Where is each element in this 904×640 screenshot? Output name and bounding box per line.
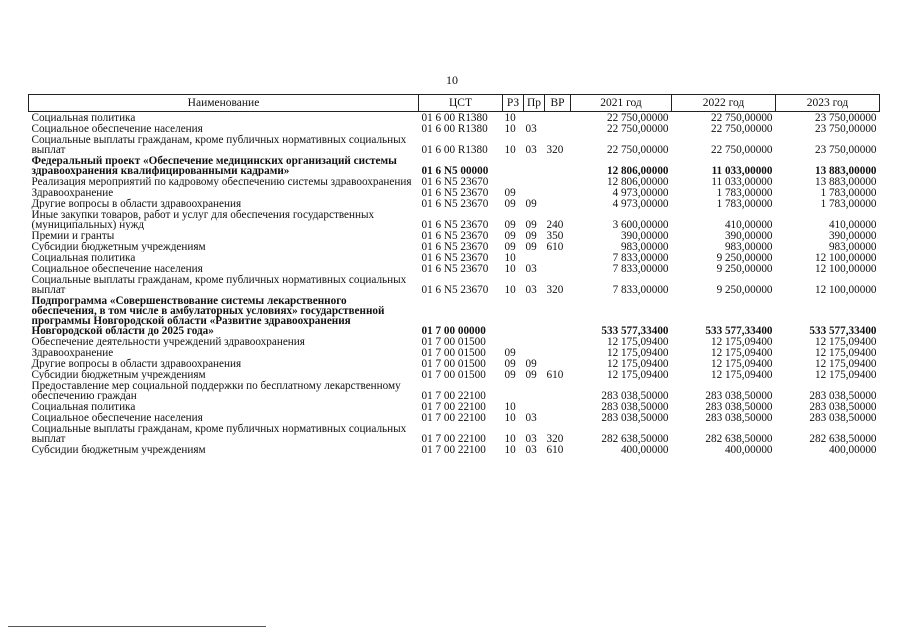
cell-cst: 01 6 N5 23670 xyxy=(421,187,489,198)
table-row xyxy=(29,198,880,209)
cell-rz: 09 xyxy=(504,219,516,230)
cell-name: Социальные выплаты гражданам, кроме публичных нормативных социальных выплат xyxy=(31,134,407,155)
cell-2021: 12 175,09400 xyxy=(606,336,669,347)
cell-vr xyxy=(545,336,571,347)
cell-cst: 01 6 N5 00000 xyxy=(421,165,489,176)
cell-name: Социальное обеспечение населения xyxy=(31,412,203,423)
cell-2021: 282 638,50000 xyxy=(601,433,669,444)
cell-pr xyxy=(524,347,545,358)
table-row xyxy=(29,241,880,252)
cell-2023: 23 750,00000 xyxy=(814,112,877,123)
cell-2023: 533 577,33400 xyxy=(809,325,877,336)
header-rz: РЗ xyxy=(503,95,524,112)
cell-cst: 01 7 00 22100 xyxy=(421,412,486,423)
table-row xyxy=(29,380,880,401)
cell-rz xyxy=(503,155,524,176)
cell-cst: 01 6 00 R1380 xyxy=(421,144,488,155)
cell-pr: 09 xyxy=(525,198,537,209)
cell-vr xyxy=(545,263,571,274)
cell-2023: 282 638,50000 xyxy=(809,433,877,444)
cell-cst: 01 7 00 22100 xyxy=(421,401,486,412)
header-vr: ВР xyxy=(545,95,571,112)
table-row xyxy=(29,423,880,444)
cell-2023: 12 175,09400 xyxy=(814,347,877,358)
cell-name: Социальные выплаты гражданам, кроме публичных нормативных социальных выплат xyxy=(31,423,407,444)
cell-2021: 390,00000 xyxy=(620,230,669,241)
cell-vr xyxy=(545,176,571,187)
cell-2021: 283 038,50000 xyxy=(601,412,669,423)
cell-rz: 10 xyxy=(504,401,516,412)
table-row xyxy=(29,176,880,187)
cell-2023: 283 038,50000 xyxy=(809,390,877,401)
cell-pr: 03 xyxy=(525,412,537,423)
header-name: Наименование xyxy=(29,95,419,112)
header-pr: Пр xyxy=(524,95,545,112)
header-cst: ЦСТ xyxy=(419,95,503,112)
cell-pr: 03 xyxy=(525,144,537,155)
cell-vr xyxy=(545,198,571,209)
cell-cst: 01 7 00 22100 xyxy=(421,444,486,455)
cell-cst: 01 7 00 22100 xyxy=(421,390,486,401)
cell-2022: 533 577,33400 xyxy=(705,325,773,336)
table-row xyxy=(29,336,880,347)
cell-2021: 3 600,00000 xyxy=(612,219,669,230)
cell-2023: 12 175,09400 xyxy=(814,358,877,369)
cell-2023: 23 750,00000 xyxy=(814,123,877,134)
cell-2022: 9 250,00000 xyxy=(716,284,773,295)
cell-2022: 283 038,50000 xyxy=(705,401,773,412)
cell-name: Реализация мероприятий по кадровому обеспечению системы здравоохранения xyxy=(31,176,412,187)
cell-name: Субсидии бюджетным учреждениям xyxy=(31,444,206,455)
cell-2022: 1 783,00000 xyxy=(716,187,773,198)
cell-2021: 4 973,00000 xyxy=(612,198,669,209)
cell-vr xyxy=(545,112,571,124)
cell-2021: 7 833,00000 xyxy=(612,252,669,263)
cell-rz: 10 xyxy=(504,252,516,263)
cell-name: Субсидии бюджетным учреждениям xyxy=(31,369,206,380)
cell-2022: 11 033,00000 xyxy=(711,176,773,187)
cell-vr xyxy=(545,380,571,401)
cell-2022: 400,00000 xyxy=(724,444,773,455)
cell-2021: 283 038,50000 xyxy=(601,390,669,401)
cell-2023: 12 175,09400 xyxy=(814,336,877,347)
cell-2021: 533 577,33400 xyxy=(601,325,669,336)
cell-2023: 983,00000 xyxy=(828,241,877,252)
cell-rz: 10 xyxy=(504,444,516,455)
cell-name: Социальная политика xyxy=(31,252,136,263)
cell-cst: 01 6 N5 23670 xyxy=(421,198,489,209)
header-2023: 2023 год xyxy=(776,95,880,112)
cell-pr xyxy=(524,380,545,401)
table-row xyxy=(29,263,880,274)
cell-vr xyxy=(545,347,571,358)
cell-rz: 09 xyxy=(504,347,516,358)
cell-2023: 12 100,00000 xyxy=(814,263,877,274)
cell-2023: 410,00000 xyxy=(828,219,877,230)
table-body xyxy=(29,112,880,456)
cell-cst: 01 7 00 01500 xyxy=(421,336,486,347)
cell-rz: 09 xyxy=(504,198,516,209)
cell-vr xyxy=(545,401,571,412)
cell-cst: 01 7 00 22100 xyxy=(421,433,486,444)
cell-cst: 01 7 00 01500 xyxy=(421,347,486,358)
cell-name: Предоставление мер социальной поддержки по бесплатному лекарственному обеспечению граждан xyxy=(31,380,401,401)
cell-2022: 12 175,09400 xyxy=(710,347,773,358)
cell-vr: 610 xyxy=(546,241,564,252)
table-row xyxy=(29,401,880,412)
cell-2023: 283 038,50000 xyxy=(809,412,877,423)
budget-table xyxy=(28,94,880,455)
cell-cst: 01 6 N5 23670 xyxy=(421,230,489,241)
cell-2022: 12 175,09400 xyxy=(710,358,773,369)
cell-rz: 10 xyxy=(504,433,516,444)
cell-vr: 240 xyxy=(546,219,564,230)
cell-vr xyxy=(545,123,571,134)
cell-2023: 13 883,00000 xyxy=(814,176,877,187)
cell-rz: 10 xyxy=(504,412,516,423)
cell-pr: 03 xyxy=(525,433,537,444)
cell-2022: 410,00000 xyxy=(724,219,773,230)
cell-2023: 12 100,00000 xyxy=(814,252,877,263)
cell-name: Социальное обеспечение населения xyxy=(31,263,203,274)
cell-rz: 10 xyxy=(504,112,516,123)
cell-2021: 12 806,00000 xyxy=(606,176,669,187)
cell-vr xyxy=(545,155,571,176)
cell-vr xyxy=(545,252,571,263)
cell-2023: 23 750,00000 xyxy=(814,144,877,155)
cell-cst: 01 6 00 R1380 xyxy=(421,112,488,123)
cell-rz xyxy=(503,295,524,336)
cell-name: Субсидии бюджетным учреждениям xyxy=(31,241,206,252)
cell-2021: 400,00000 xyxy=(620,444,669,455)
cell-pr: 09 xyxy=(525,219,537,230)
cell-2021: 12 175,09400 xyxy=(606,347,669,358)
cell-vr: 320 xyxy=(546,144,564,155)
cell-rz: 10 xyxy=(504,144,516,155)
table-row xyxy=(29,252,880,263)
cell-pr: 09 xyxy=(525,241,537,252)
cell-cst: 01 7 00 01500 xyxy=(421,369,486,380)
table-row xyxy=(29,369,880,380)
cell-rz: 09 xyxy=(504,230,516,241)
cell-2021: 22 750,00000 xyxy=(606,112,669,123)
table-row xyxy=(29,444,880,455)
page-number: 10 xyxy=(446,73,458,87)
cell-rz xyxy=(503,336,524,347)
cell-name: Социальные выплаты гражданам, кроме публичных нормативных социальных выплат xyxy=(31,274,407,295)
cell-2023: 13 883,00000 xyxy=(814,165,877,176)
cell-name: Другие вопросы в области здравоохранения xyxy=(31,198,242,209)
table-row xyxy=(29,134,880,155)
cell-cst: 01 6 N5 23670 xyxy=(421,219,489,230)
cell-vr xyxy=(545,187,571,198)
cell-cst: 01 7 00 01500 xyxy=(421,358,486,369)
cell-pr xyxy=(524,336,545,347)
cell-vr: 320 xyxy=(546,433,564,444)
cell-vr xyxy=(545,295,571,336)
cell-2021: 12 175,09400 xyxy=(606,358,669,369)
table-row xyxy=(29,347,880,358)
cell-2022: 282 638,50000 xyxy=(705,433,773,444)
cell-cst: 01 6 N5 23670 xyxy=(421,252,489,263)
cell-pr xyxy=(524,295,545,336)
cell-cst: 01 6 N5 23670 xyxy=(421,263,489,274)
cell-rz: 09 xyxy=(504,369,516,380)
table-row xyxy=(29,274,880,295)
cell-pr xyxy=(524,112,545,124)
cell-vr: 610 xyxy=(546,369,564,380)
cell-2022: 12 175,09400 xyxy=(710,336,773,347)
cell-2021: 7 833,00000 xyxy=(612,284,669,295)
cell-rz: 10 xyxy=(504,123,516,134)
cell-2022: 983,00000 xyxy=(724,241,773,252)
cell-name: Обеспечение деятельности учреждений здравоохранения xyxy=(31,336,305,347)
cell-rz: 09 xyxy=(504,358,516,369)
cell-pr xyxy=(524,252,545,263)
table-row xyxy=(29,155,880,176)
table-row xyxy=(29,123,880,134)
cell-cst: 01 6 N5 23670 xyxy=(421,284,489,295)
header-2021: 2021 год xyxy=(571,95,672,112)
cell-pr: 09 xyxy=(525,369,537,380)
cell-name: Социальная политика xyxy=(31,401,136,412)
cell-vr: 350 xyxy=(546,230,564,241)
cell-name: Федеральный проект «Обеспечение медицинских организаций системы здравоохранения квалифицированными кадрами» xyxy=(31,155,397,176)
cell-name: Здравоохранение xyxy=(31,187,114,198)
cell-2021: 12 175,09400 xyxy=(606,369,669,380)
cell-vr xyxy=(545,358,571,369)
cell-pr xyxy=(524,155,545,176)
table-row xyxy=(29,358,880,369)
cell-vr: 320 xyxy=(546,284,564,295)
cell-2022: 22 750,00000 xyxy=(710,123,773,134)
cell-2023: 390,00000 xyxy=(828,230,877,241)
table-row xyxy=(29,412,880,423)
cell-2022: 9 250,00000 xyxy=(716,263,773,274)
cell-2021: 4 973,00000 xyxy=(612,187,669,198)
cell-cst: 01 6 N5 23670 xyxy=(421,241,489,252)
cell-2021: 12 806,00000 xyxy=(606,165,669,176)
cell-cst: 01 6 00 R1380 xyxy=(421,123,488,134)
cell-2023: 283 038,50000 xyxy=(809,401,877,412)
cell-2023: 400,00000 xyxy=(828,444,877,455)
cell-pr: 03 xyxy=(525,263,537,274)
cell-name: Подпрограмма «Совершенствование системы лекарственного обеспечения, в том числе в амбулаторных условиях» государственной программы Новгородской области «Развитие здравоохранения Новгородской области до 2025 года» xyxy=(31,295,385,336)
cell-2022: 283 038,50000 xyxy=(705,390,773,401)
footer-divider xyxy=(8,626,266,627)
cell-name: Социальное обеспечение населения xyxy=(31,123,203,134)
cell-2021: 283 038,50000 xyxy=(601,401,669,412)
cell-pr: 03 xyxy=(525,123,537,134)
table-row xyxy=(29,209,880,230)
cell-2022: 390,00000 xyxy=(724,230,773,241)
cell-name: Социальная политика xyxy=(31,112,136,123)
cell-rz: 10 xyxy=(504,284,516,295)
cell-pr: 09 xyxy=(525,230,537,241)
cell-2021: 22 750,00000 xyxy=(606,144,669,155)
cell-pr xyxy=(524,176,545,187)
cell-name: Премии и гранты xyxy=(31,230,115,241)
cell-pr xyxy=(524,187,545,198)
cell-2022: 11 033,00000 xyxy=(711,165,773,176)
cell-name: Другие вопросы в области здравоохранения xyxy=(31,358,242,369)
cell-2022: 22 750,00000 xyxy=(710,112,773,123)
cell-2022: 12 175,09400 xyxy=(710,369,773,380)
table-row xyxy=(29,112,880,124)
table-row xyxy=(29,230,880,241)
cell-2023: 12 100,00000 xyxy=(814,284,877,295)
table-row xyxy=(29,295,880,336)
cell-2021: 983,00000 xyxy=(620,241,669,252)
cell-rz xyxy=(503,176,524,187)
cell-rz xyxy=(503,380,524,401)
table-header-row xyxy=(29,95,880,112)
cell-rz: 10 xyxy=(504,263,516,274)
cell-rz: 09 xyxy=(504,241,516,252)
cell-pr xyxy=(524,401,545,412)
cell-2023: 12 175,09400 xyxy=(814,369,877,380)
cell-vr: 610 xyxy=(546,444,564,455)
cell-name: Иные закупки товаров, работ и услуг для обеспечения государственных (муниципальных) нужд xyxy=(31,209,375,230)
cell-cst: 01 7 00 00000 xyxy=(421,325,486,336)
cell-pr: 09 xyxy=(525,358,537,369)
cell-2022: 22 750,00000 xyxy=(710,144,773,155)
cell-2022: 283 038,50000 xyxy=(705,412,773,423)
cell-vr xyxy=(545,412,571,423)
cell-2021: 7 833,00000 xyxy=(612,263,669,274)
cell-2022: 1 783,00000 xyxy=(716,198,773,209)
cell-2023: 1 783,00000 xyxy=(820,187,877,198)
table-row xyxy=(29,187,880,198)
cell-name: Здравоохранение xyxy=(31,347,114,358)
cell-2022: 9 250,00000 xyxy=(716,252,773,263)
cell-pr: 03 xyxy=(525,284,537,295)
cell-rz: 09 xyxy=(504,187,516,198)
cell-pr: 03 xyxy=(525,444,537,455)
cell-2023: 1 783,00000 xyxy=(820,198,877,209)
header-2022: 2022 год xyxy=(672,95,776,112)
cell-cst: 01 6 N5 23670 xyxy=(421,176,489,187)
cell-2021: 22 750,00000 xyxy=(606,123,669,134)
